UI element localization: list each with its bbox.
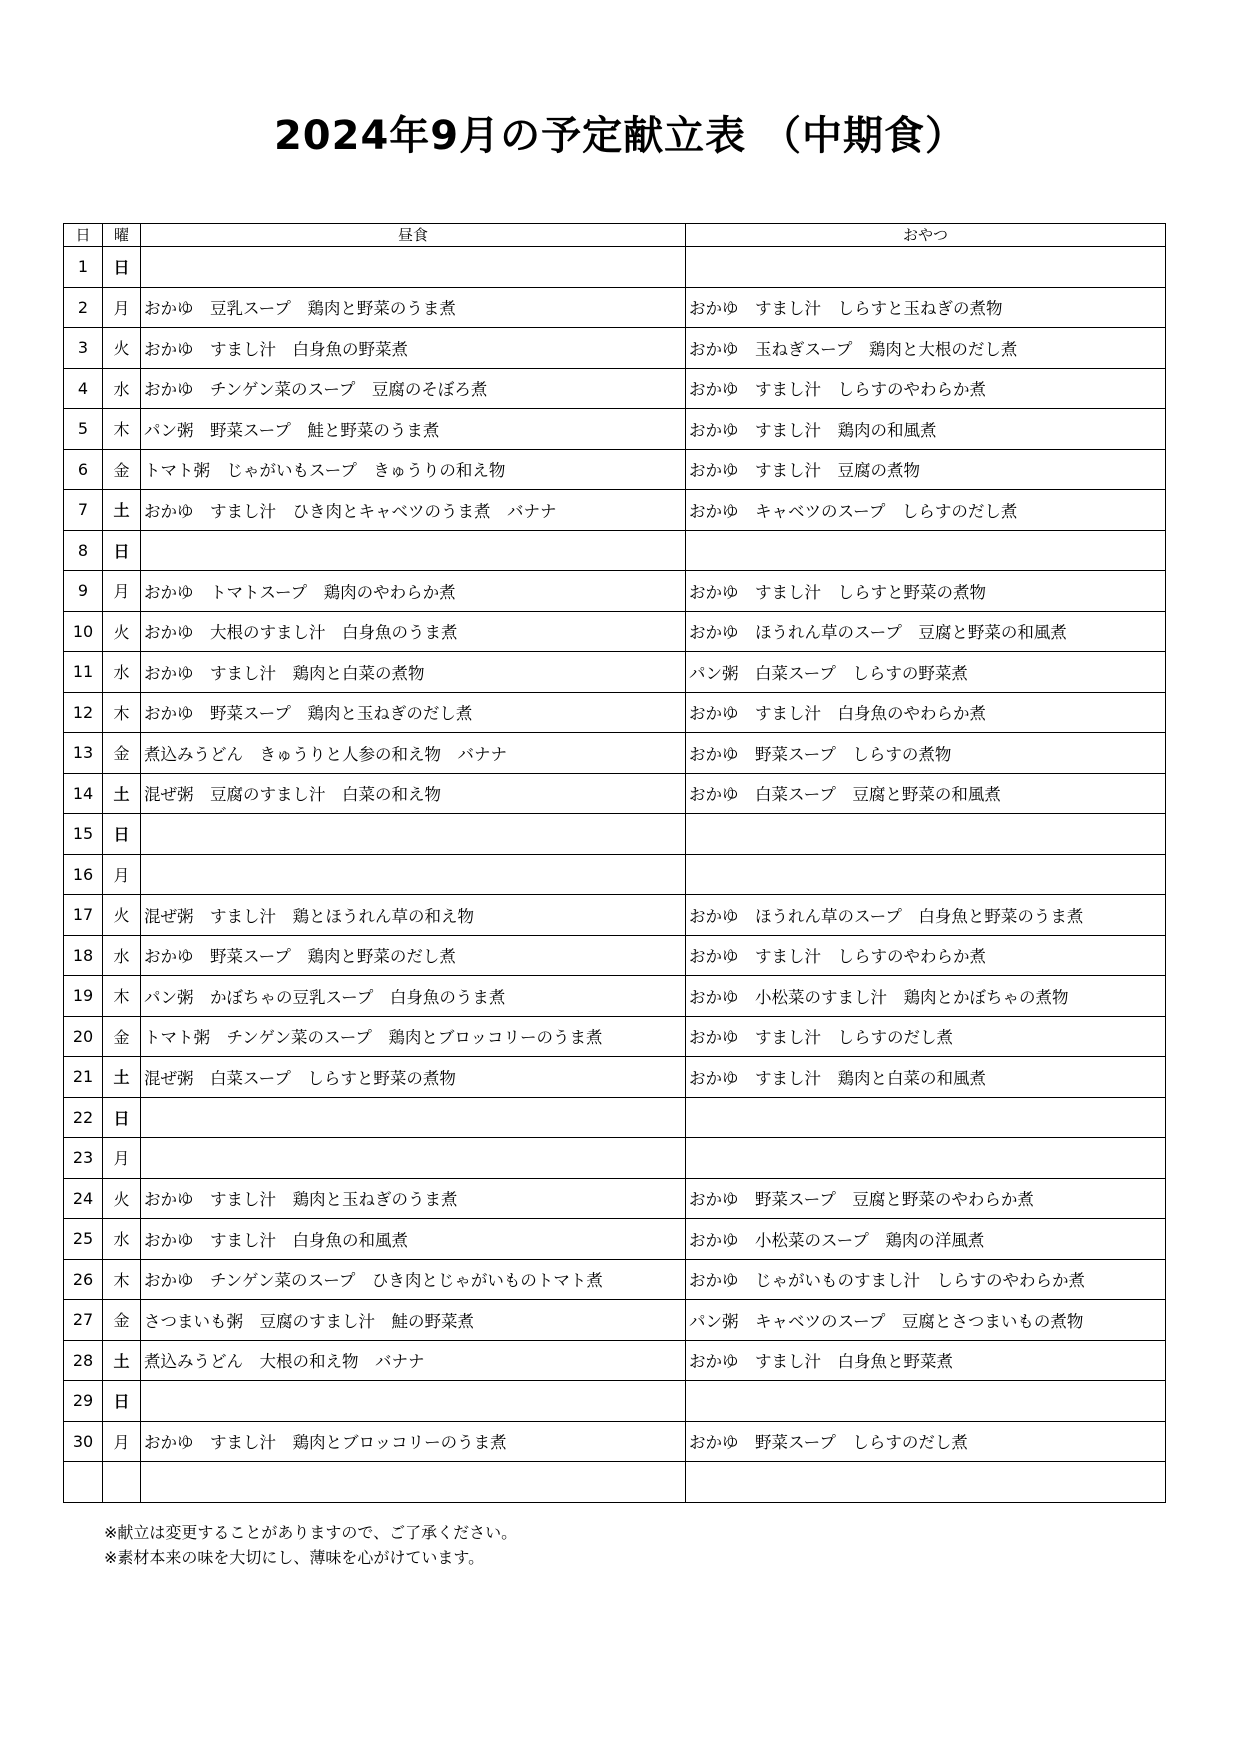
weekday-cell: 土	[103, 773, 141, 814]
day-cell: 16	[64, 854, 103, 895]
weekday-cell: 日	[103, 247, 141, 288]
table-row	[64, 368, 1166, 409]
lunch-cell: おかゆ すまし汁 ひき肉とキャベツのうま煮 バナナ	[141, 490, 686, 531]
table-row	[64, 1178, 1166, 1219]
snack-cell: おかゆ じゃがいものすまし汁 しらすのやわらか煮	[686, 1259, 1166, 1300]
lunch-cell: トマト粥 チンゲン菜のスープ 鶏肉とブロッコリーのうま煮	[141, 1016, 686, 1057]
lunch-cell: おかゆ チンゲン菜のスープ ひき肉とじゃがいものトマト煮	[141, 1259, 686, 1300]
day-cell: 10	[64, 611, 103, 652]
lunch-cell: 混ぜ粥 豆腐のすまし汁 白菜の和え物	[141, 773, 686, 814]
table-row	[64, 692, 1166, 733]
lunch-cell: おかゆ すまし汁 白身魚の野菜煮	[141, 328, 686, 369]
weekday-cell: 日	[103, 814, 141, 855]
table-row	[64, 247, 1166, 288]
day-cell: 1	[64, 247, 103, 288]
weekday-cell: 木	[103, 409, 141, 450]
table-row	[64, 409, 1166, 450]
day-cell: 26	[64, 1259, 103, 1300]
header-lunch: 昼食	[141, 224, 686, 247]
weekday-cell: 火	[103, 328, 141, 369]
lunch-cell: おかゆ チンゲン菜のスープ 豆腐のそぼろ煮	[141, 368, 686, 409]
snack-cell: おかゆ すまし汁 しらすと玉ねぎの煮物	[686, 287, 1166, 328]
snack-cell: おかゆ 白菜スープ 豆腐と野菜の和風煮	[686, 773, 1166, 814]
day-cell: 18	[64, 935, 103, 976]
lunch-cell: おかゆ 野菜スープ 鶏肉と玉ねぎのだし煮	[141, 692, 686, 733]
lunch-cell: おかゆ すまし汁 鶏肉とブロッコリーのうま煮	[141, 1421, 686, 1462]
lunch-cell: 煮込みうどん 大根の和え物 バナナ	[141, 1340, 686, 1381]
table-row	[64, 1340, 1166, 1381]
weekday-cell: 木	[103, 1259, 141, 1300]
day-cell: 30	[64, 1421, 103, 1462]
snack-cell: パン粥 キャベツのスープ 豆腐とさつまいもの煮物	[686, 1300, 1166, 1341]
day-cell: 9	[64, 571, 103, 612]
snack-cell	[686, 1462, 1166, 1503]
lunch-cell: おかゆ すまし汁 鶏肉と白菜の煮物	[141, 652, 686, 693]
weekday-cell: 火	[103, 611, 141, 652]
snack-cell: おかゆ 小松菜のすまし汁 鶏肉とかぼちゃの煮物	[686, 976, 1166, 1017]
header-weekday: 曜	[103, 224, 141, 247]
lunch-cell: おかゆ 野菜スープ 鶏肉と野菜のだし煮	[141, 935, 686, 976]
day-cell: 20	[64, 1016, 103, 1057]
lunch-cell	[141, 530, 686, 571]
day-cell: 24	[64, 1178, 103, 1219]
weekday-cell: 土	[103, 1057, 141, 1098]
snack-cell: おかゆ 野菜スープ しらすのだし煮	[686, 1421, 1166, 1462]
lunch-cell	[141, 1138, 686, 1179]
snack-cell: おかゆ すまし汁 しらすと野菜の煮物	[686, 571, 1166, 612]
weekday-cell: 水	[103, 1219, 141, 1260]
day-cell: 15	[64, 814, 103, 855]
snack-cell: おかゆ すまし汁 白身魚のやわらか煮	[686, 692, 1166, 733]
weekday-cell: 月	[103, 1138, 141, 1179]
lunch-cell: トマト粥 じゃがいもスープ きゅうりの和え物	[141, 449, 686, 490]
weekday-cell: 水	[103, 368, 141, 409]
table-row	[64, 1259, 1166, 1300]
lunch-cell: おかゆ 豆乳スープ 鶏肉と野菜のうま煮	[141, 287, 686, 328]
weekday-cell: 日	[103, 530, 141, 571]
day-cell: 2	[64, 287, 103, 328]
lunch-cell: パン粥 野菜スープ 鮭と野菜のうま煮	[141, 409, 686, 450]
day-cell: 7	[64, 490, 103, 531]
table-row	[64, 1462, 1166, 1503]
snack-cell: おかゆ キャベツのスープ しらすのだし煮	[686, 490, 1166, 531]
weekday-cell: 日	[103, 1097, 141, 1138]
lunch-cell: おかゆ すまし汁 鶏肉と玉ねぎのうま煮	[141, 1178, 686, 1219]
table-row	[64, 1057, 1166, 1098]
lunch-cell: おかゆ 大根のすまし汁 白身魚のうま煮	[141, 611, 686, 652]
lunch-cell	[141, 814, 686, 855]
snack-cell: パン粥 白菜スープ しらすの野菜煮	[686, 652, 1166, 693]
day-cell: 5	[64, 409, 103, 450]
lunch-cell	[141, 1381, 686, 1422]
day-cell: 12	[64, 692, 103, 733]
day-cell: 8	[64, 530, 103, 571]
snack-cell: おかゆ すまし汁 白身魚と野菜煮	[686, 1340, 1166, 1381]
table-row	[64, 449, 1166, 490]
table-row	[64, 1421, 1166, 1462]
weekday-cell: 日	[103, 1381, 141, 1422]
lunch-cell	[141, 854, 686, 895]
day-cell: 3	[64, 328, 103, 369]
table-row	[64, 1300, 1166, 1341]
weekday-cell: 火	[103, 895, 141, 936]
table-row	[64, 571, 1166, 612]
table-row	[64, 773, 1166, 814]
snack-cell: おかゆ 野菜スープ 豆腐と野菜のやわらか煮	[686, 1178, 1166, 1219]
header-snack: おやつ	[686, 224, 1166, 247]
table-row	[64, 287, 1166, 328]
table-row	[64, 652, 1166, 693]
snack-cell	[686, 814, 1166, 855]
day-cell: 22	[64, 1097, 103, 1138]
table-row	[64, 1138, 1166, 1179]
table-row	[64, 530, 1166, 571]
table-row	[64, 1016, 1166, 1057]
weekday-cell: 金	[103, 1300, 141, 1341]
table-row	[64, 490, 1166, 531]
snack-cell: おかゆ すまし汁 しらすのやわらか煮	[686, 935, 1166, 976]
weekday-cell: 木	[103, 976, 141, 1017]
lunch-cell	[141, 1097, 686, 1138]
lunch-cell: おかゆ すまし汁 白身魚の和風煮	[141, 1219, 686, 1260]
table-row	[64, 1219, 1166, 1260]
snack-cell	[686, 854, 1166, 895]
snack-cell: おかゆ ほうれん草のスープ 白身魚と野菜のうま煮	[686, 895, 1166, 936]
table-row	[64, 611, 1166, 652]
snack-cell: おかゆ すまし汁 しらすのやわらか煮	[686, 368, 1166, 409]
menu-table-body	[64, 247, 1166, 1503]
snack-cell	[686, 530, 1166, 571]
weekday-cell: 月	[103, 287, 141, 328]
table-row	[64, 935, 1166, 976]
weekday-cell: 土	[103, 490, 141, 531]
weekday-cell: 月	[103, 854, 141, 895]
lunch-cell: おかゆ トマトスープ 鶏肉のやわらか煮	[141, 571, 686, 612]
snack-cell	[686, 1138, 1166, 1179]
weekday-cell	[103, 1462, 141, 1503]
menu-table	[63, 223, 1166, 1503]
day-cell: 23	[64, 1138, 103, 1179]
lunch-cell: 混ぜ粥 すまし汁 鶏とほうれん草の和え物	[141, 895, 686, 936]
lunch-cell: パン粥 かぼちゃの豆乳スープ 白身魚のうま煮	[141, 976, 686, 1017]
day-cell: 17	[64, 895, 103, 936]
snack-cell: おかゆ ほうれん草のスープ 豆腐と野菜の和風煮	[686, 611, 1166, 652]
weekday-cell: 月	[103, 571, 141, 612]
table-row	[64, 328, 1166, 369]
weekday-cell: 金	[103, 733, 141, 774]
table-row	[64, 814, 1166, 855]
table-row	[64, 733, 1166, 774]
snack-cell: おかゆ すまし汁 しらすのだし煮	[686, 1016, 1166, 1057]
day-cell: 19	[64, 976, 103, 1017]
table-row	[64, 854, 1166, 895]
day-cell: 6	[64, 449, 103, 490]
weekday-cell: 水	[103, 652, 141, 693]
lunch-cell: 混ぜ粥 白菜スープ しらすと野菜の煮物	[141, 1057, 686, 1098]
weekday-cell: 火	[103, 1178, 141, 1219]
snack-cell	[686, 1381, 1166, 1422]
day-cell: 21	[64, 1057, 103, 1098]
weekday-cell: 金	[103, 1016, 141, 1057]
day-cell: 11	[64, 652, 103, 693]
weekday-cell: 土	[103, 1340, 141, 1381]
day-cell: 14	[64, 773, 103, 814]
weekday-cell: 木	[103, 692, 141, 733]
snack-cell	[686, 247, 1166, 288]
day-cell: 25	[64, 1219, 103, 1260]
day-cell: 4	[64, 368, 103, 409]
footnote-menu-change: ※献立は変更することがありますので、ご了承ください。	[104, 1523, 518, 1542]
snack-cell: おかゆ すまし汁 豆腐の煮物	[686, 449, 1166, 490]
page-title: 2024年9月の予定献立表 （中期食）	[273, 113, 967, 159]
snack-cell: おかゆ すまし汁 鶏肉の和風煮	[686, 409, 1166, 450]
table-row	[64, 1097, 1166, 1138]
snack-cell: おかゆ 小松菜のスープ 鶏肉の洋風煮	[686, 1219, 1166, 1260]
lunch-cell: さつまいも粥 豆腐のすまし汁 鮭の野菜煮	[141, 1300, 686, 1341]
lunch-cell	[141, 247, 686, 288]
snack-cell	[686, 1097, 1166, 1138]
table-row	[64, 976, 1166, 1017]
weekday-cell: 金	[103, 449, 141, 490]
table-row	[64, 1381, 1166, 1422]
snack-cell: おかゆ 玉ねぎスープ 鶏肉と大根のだし煮	[686, 328, 1166, 369]
table-row	[64, 895, 1166, 936]
weekday-cell: 月	[103, 1421, 141, 1462]
lunch-cell: 煮込みうどん きゅうりと人参の和え物 バナナ	[141, 733, 686, 774]
day-cell: 28	[64, 1340, 103, 1381]
footnote-light-seasoning: ※素材本来の味を大切にし、薄味を心がけています。	[104, 1548, 485, 1567]
day-cell: 13	[64, 733, 103, 774]
footnotes	[104, 1520, 517, 1570]
header-day: 日	[64, 224, 103, 247]
snack-cell: おかゆ 野菜スープ しらすの煮物	[686, 733, 1166, 774]
weekday-cell: 水	[103, 935, 141, 976]
day-cell	[64, 1462, 103, 1503]
lunch-cell	[141, 1462, 686, 1503]
day-cell: 29	[64, 1381, 103, 1422]
snack-cell: おかゆ すまし汁 鶏肉と白菜の和風煮	[686, 1057, 1166, 1098]
day-cell: 27	[64, 1300, 103, 1341]
table-header-row	[64, 224, 1166, 247]
